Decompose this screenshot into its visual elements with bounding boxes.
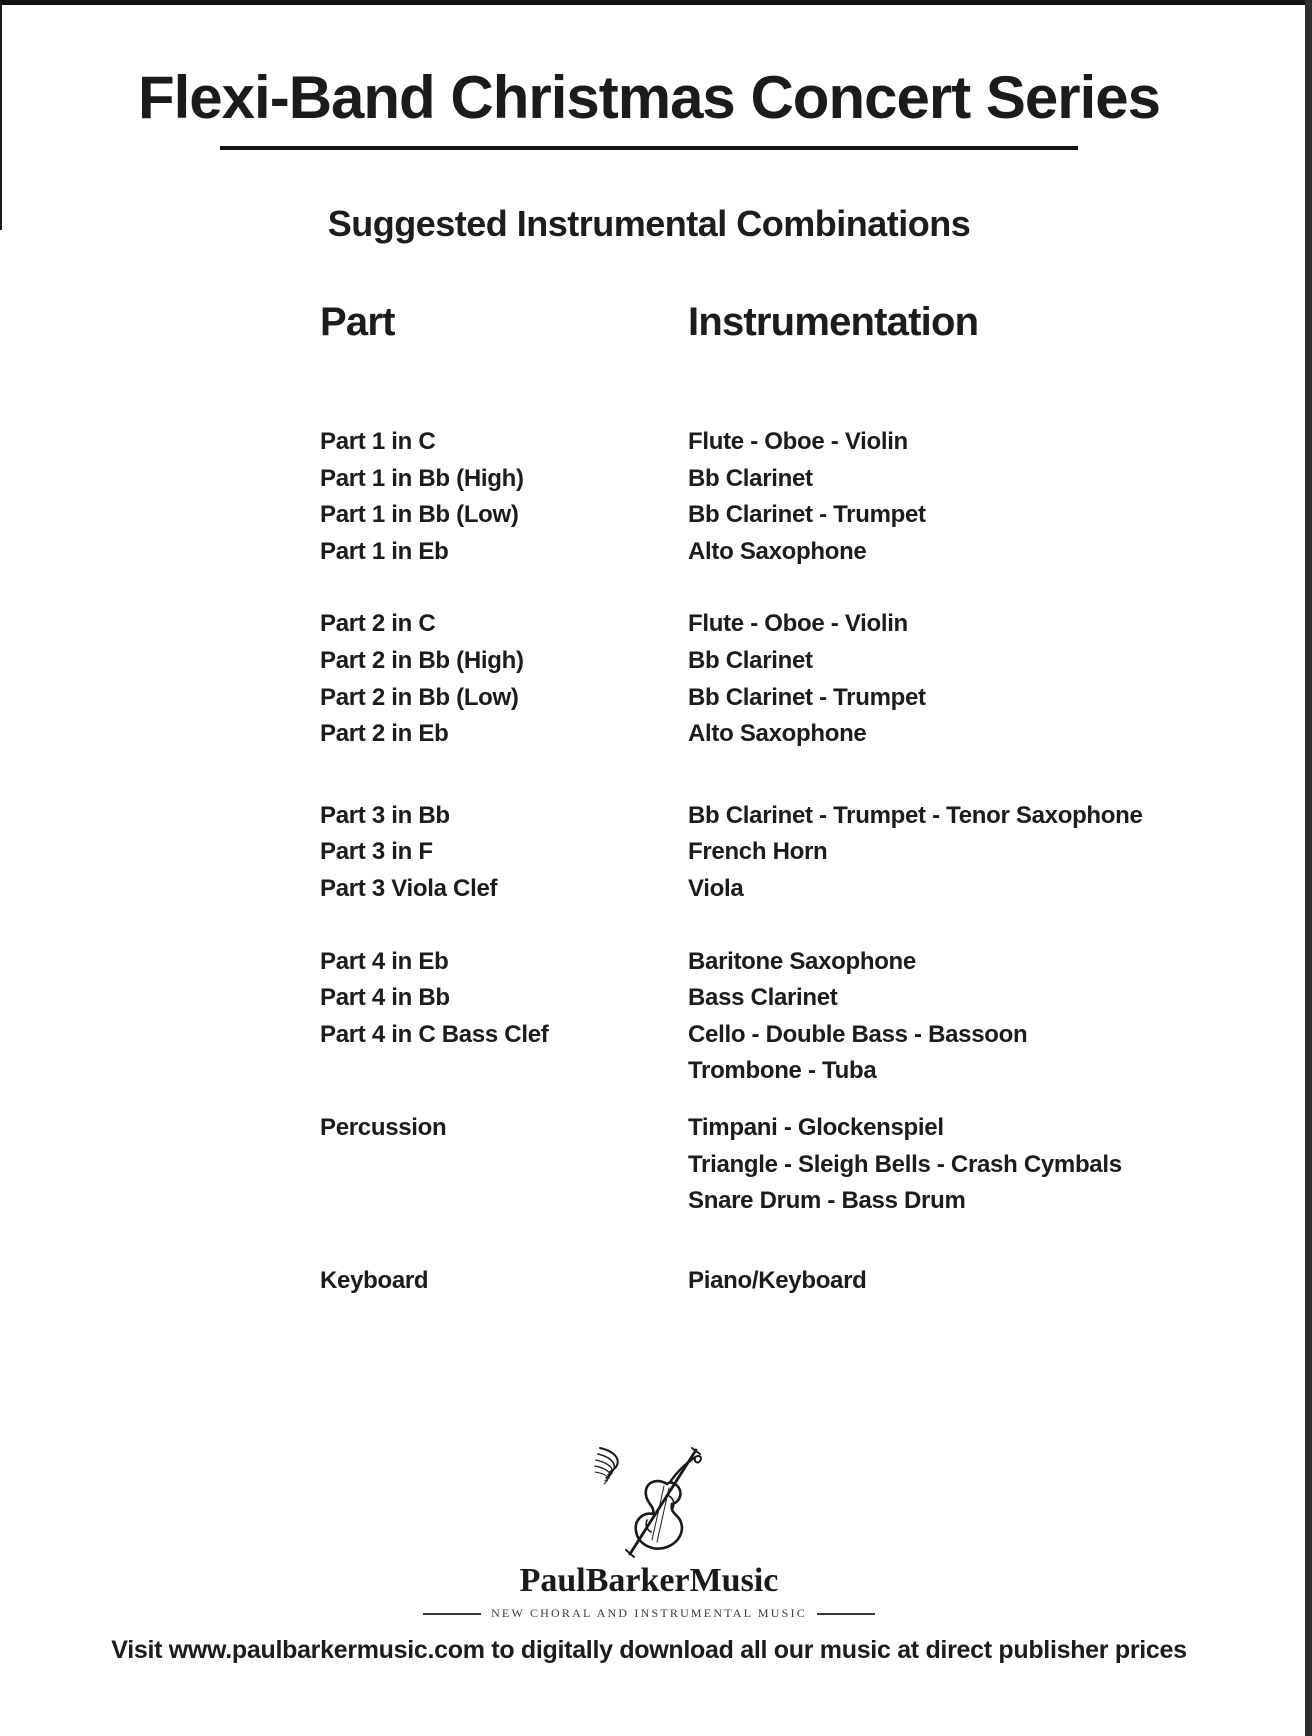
table-row <box>320 716 1232 753</box>
instrumentation-cell <box>688 871 1232 908</box>
table-row <box>320 461 1232 498</box>
table-row <box>320 798 1232 835</box>
part-cell: Part 3 Viola Clef <box>320 874 498 902</box>
instrumentation-cell <box>688 980 1232 1017</box>
instrumentation-line: Trombone - Tuba <box>688 1057 877 1085</box>
instrumentation-cell <box>688 1017 1232 1090</box>
table-row <box>320 980 1232 1017</box>
row-group <box>320 944 1232 1090</box>
instrumentation-line: Viola <box>688 874 744 902</box>
row-group <box>320 606 1232 752</box>
instrumentation-line: Bb Clarinet - Trumpet <box>688 683 926 711</box>
instrumentation-cell <box>688 643 1232 680</box>
part-cell: Part 4 in C Bass Clef <box>320 1020 549 1048</box>
instrumentation-line: Bb Clarinet <box>688 646 813 674</box>
table-row <box>320 643 1232 680</box>
instrumentation-cell <box>688 1110 1232 1220</box>
page-subtitle: Suggested Instrumental Combinations <box>327 203 971 244</box>
title-block <box>0 62 1298 150</box>
row-group <box>320 1110 1232 1220</box>
table-row <box>320 534 1232 571</box>
instrumentation-cell <box>688 461 1232 498</box>
instrumentation-line: Baritone Saxophone <box>688 947 916 975</box>
table-row <box>320 497 1232 534</box>
instrumentation-line: Flute - Oboe - Violin <box>688 428 908 455</box>
table-row <box>320 871 1232 908</box>
instrumentation-line: Alto Saxophone <box>688 720 867 748</box>
tagline-right-rule <box>817 1613 875 1615</box>
part-cell: Part 4 in Bb <box>320 984 450 1012</box>
instrumentation-cell <box>688 606 1232 643</box>
table-row <box>320 1110 1232 1220</box>
table-row <box>320 424 1232 461</box>
part-cell: Percussion <box>320 1113 447 1141</box>
table-body <box>320 424 1232 1299</box>
part-cell: Part 1 in Bb (Low) <box>320 501 519 529</box>
part-cell: Part 3 in F <box>320 838 433 866</box>
instrumentation-cell <box>688 944 1232 981</box>
part-cell: Part 1 in C <box>320 428 436 455</box>
instrumentation-line: Alto Saxophone <box>688 537 867 565</box>
part-column-header: Part <box>320 300 395 344</box>
table-row <box>320 1017 1232 1090</box>
instrumentation-line: Bass Clarinet <box>688 984 838 1012</box>
part-cell: Part 2 in Eb <box>320 720 449 748</box>
table-row <box>320 1263 1232 1300</box>
instrumentation-cell <box>688 497 1232 534</box>
instrumentation-column-header: Instrumentation <box>688 300 979 344</box>
instrumentation-cell <box>688 1263 1232 1300</box>
instrumentation-table <box>320 298 1232 1335</box>
instrumentation-cell <box>688 534 1232 571</box>
publisher-logo <box>0 1442 1298 1621</box>
part-cell: Keyboard <box>320 1266 429 1294</box>
row-group <box>320 798 1232 908</box>
part-cell: Part 4 in Eb <box>320 947 449 975</box>
part-cell: Part 1 in Bb (High) <box>320 464 524 492</box>
part-cell: Part 2 in Bb (Low) <box>320 683 519 711</box>
table-header-row <box>320 298 1232 346</box>
part-cell: Part 2 in Bb (High) <box>320 646 524 674</box>
violin-and-bow-icon <box>574 1442 724 1560</box>
footer-text: Visit www.paulbarkermusic.com to digitally download all our music at direct publisher prices <box>111 1636 1187 1664</box>
instrumentation-line: Timpani - Glockenspiel <box>688 1113 944 1141</box>
table-row <box>320 606 1232 643</box>
instrumentation-line: French Horn <box>688 838 828 866</box>
instrumentation-cell <box>688 680 1232 717</box>
table-row <box>320 944 1232 981</box>
title-underline <box>220 146 1078 150</box>
instrumentation-line: Snare Drum - Bass Drum <box>688 1187 966 1215</box>
publisher-tagline-row <box>0 1606 1298 1621</box>
instrumentation-cell <box>688 834 1232 871</box>
row-group <box>320 424 1232 570</box>
part-cell: Part 1 in Eb <box>320 537 449 565</box>
instrumentation-line: Triangle - Sleigh Bells - Crash Cymbals <box>688 1150 1122 1178</box>
scan-right-edge <box>1305 0 1312 1736</box>
scan-top-edge <box>0 0 1312 5</box>
publisher-tagline: NEW CHORAL AND INSTRUMENTAL MUSIC <box>491 1606 807 1620</box>
publisher-name: PaulBarkerMusic <box>519 1562 779 1599</box>
page-title: Flexi-Band Christmas Concert Series <box>137 64 1160 131</box>
part-cell: Part 2 in C <box>320 610 436 638</box>
instrumentation-line: Bb Clarinet - Trumpet - Tenor Saxophone <box>688 801 1143 829</box>
table-row <box>320 680 1232 717</box>
table-row <box>320 834 1232 871</box>
instrumentation-cell <box>688 716 1232 753</box>
instrumentation-line: Bb Clarinet - Trumpet <box>688 501 926 529</box>
instrumentation-cell <box>688 798 1232 835</box>
instrumentation-line: Cello - Double Bass - Bassoon <box>688 1020 1028 1048</box>
instrumentation-line: Bb Clarinet <box>688 464 813 492</box>
part-cell: Part 3 in Bb <box>320 801 450 829</box>
instrumentation-line: Piano/Keyboard <box>688 1266 867 1294</box>
row-group <box>320 1263 1232 1300</box>
instrumentation-line: Flute - Oboe - Violin <box>688 610 908 638</box>
tagline-left-rule <box>423 1613 481 1615</box>
instrumentation-cell <box>688 424 1232 461</box>
